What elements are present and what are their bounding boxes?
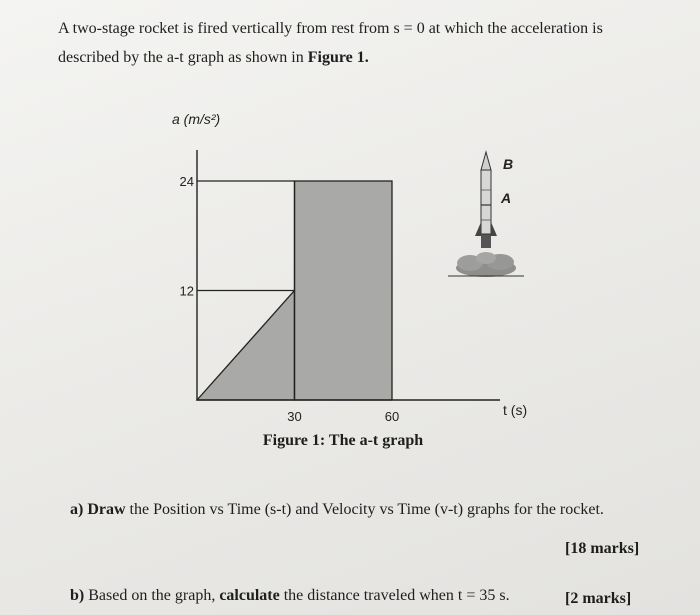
y-axis-label: a (m/s²) xyxy=(172,111,221,127)
question-b-verb: calculate xyxy=(219,587,280,604)
question-b-label: b) xyxy=(70,587,85,604)
x-axis-label: t (s) xyxy=(503,402,528,418)
exhaust-cloud xyxy=(448,252,524,277)
figure-reference: Figure 1. xyxy=(307,49,369,66)
region-ramp xyxy=(197,291,295,401)
engine-nozzle xyxy=(481,234,491,248)
question-b-pre: Based on the graph, xyxy=(88,587,216,604)
x-tick-label: 30 xyxy=(287,409,302,424)
rocket-body xyxy=(481,170,491,234)
stage-label-a: A xyxy=(501,190,512,206)
stage-label-b: B xyxy=(503,156,514,172)
rocket-fin-left xyxy=(475,222,481,236)
figure-caption: Figure 1: The a-t graph xyxy=(262,432,424,449)
rocket-fin-right xyxy=(491,222,497,236)
question-b xyxy=(70,587,510,605)
problem-intro-text: A two-stage rocket is fired vertically from rest from s = 0 at which the acceleration is described by the a-t graph as shown in xyxy=(58,20,603,66)
x-tick-label: 60 xyxy=(384,409,400,424)
y-tick-label: 24 xyxy=(179,174,194,189)
rocket-nose-cone xyxy=(481,152,491,170)
question-a-label: a) xyxy=(70,501,84,518)
question-a xyxy=(70,501,604,519)
region-constant xyxy=(295,181,393,400)
y-tick-label: 12 xyxy=(179,283,194,299)
question-b-marks: [2 marks] xyxy=(565,590,632,607)
question-b-text: the distance traveled when t = 35 s. xyxy=(283,587,510,604)
rocket-illustration xyxy=(448,152,524,277)
question-a-marks: [18 marks] xyxy=(565,540,640,557)
question-a-verb: Draw xyxy=(87,501,126,518)
question-a-text: the Position vs Time (s-t) and Velocity vs Time (v-t) graphs for the rocket. xyxy=(129,501,604,518)
